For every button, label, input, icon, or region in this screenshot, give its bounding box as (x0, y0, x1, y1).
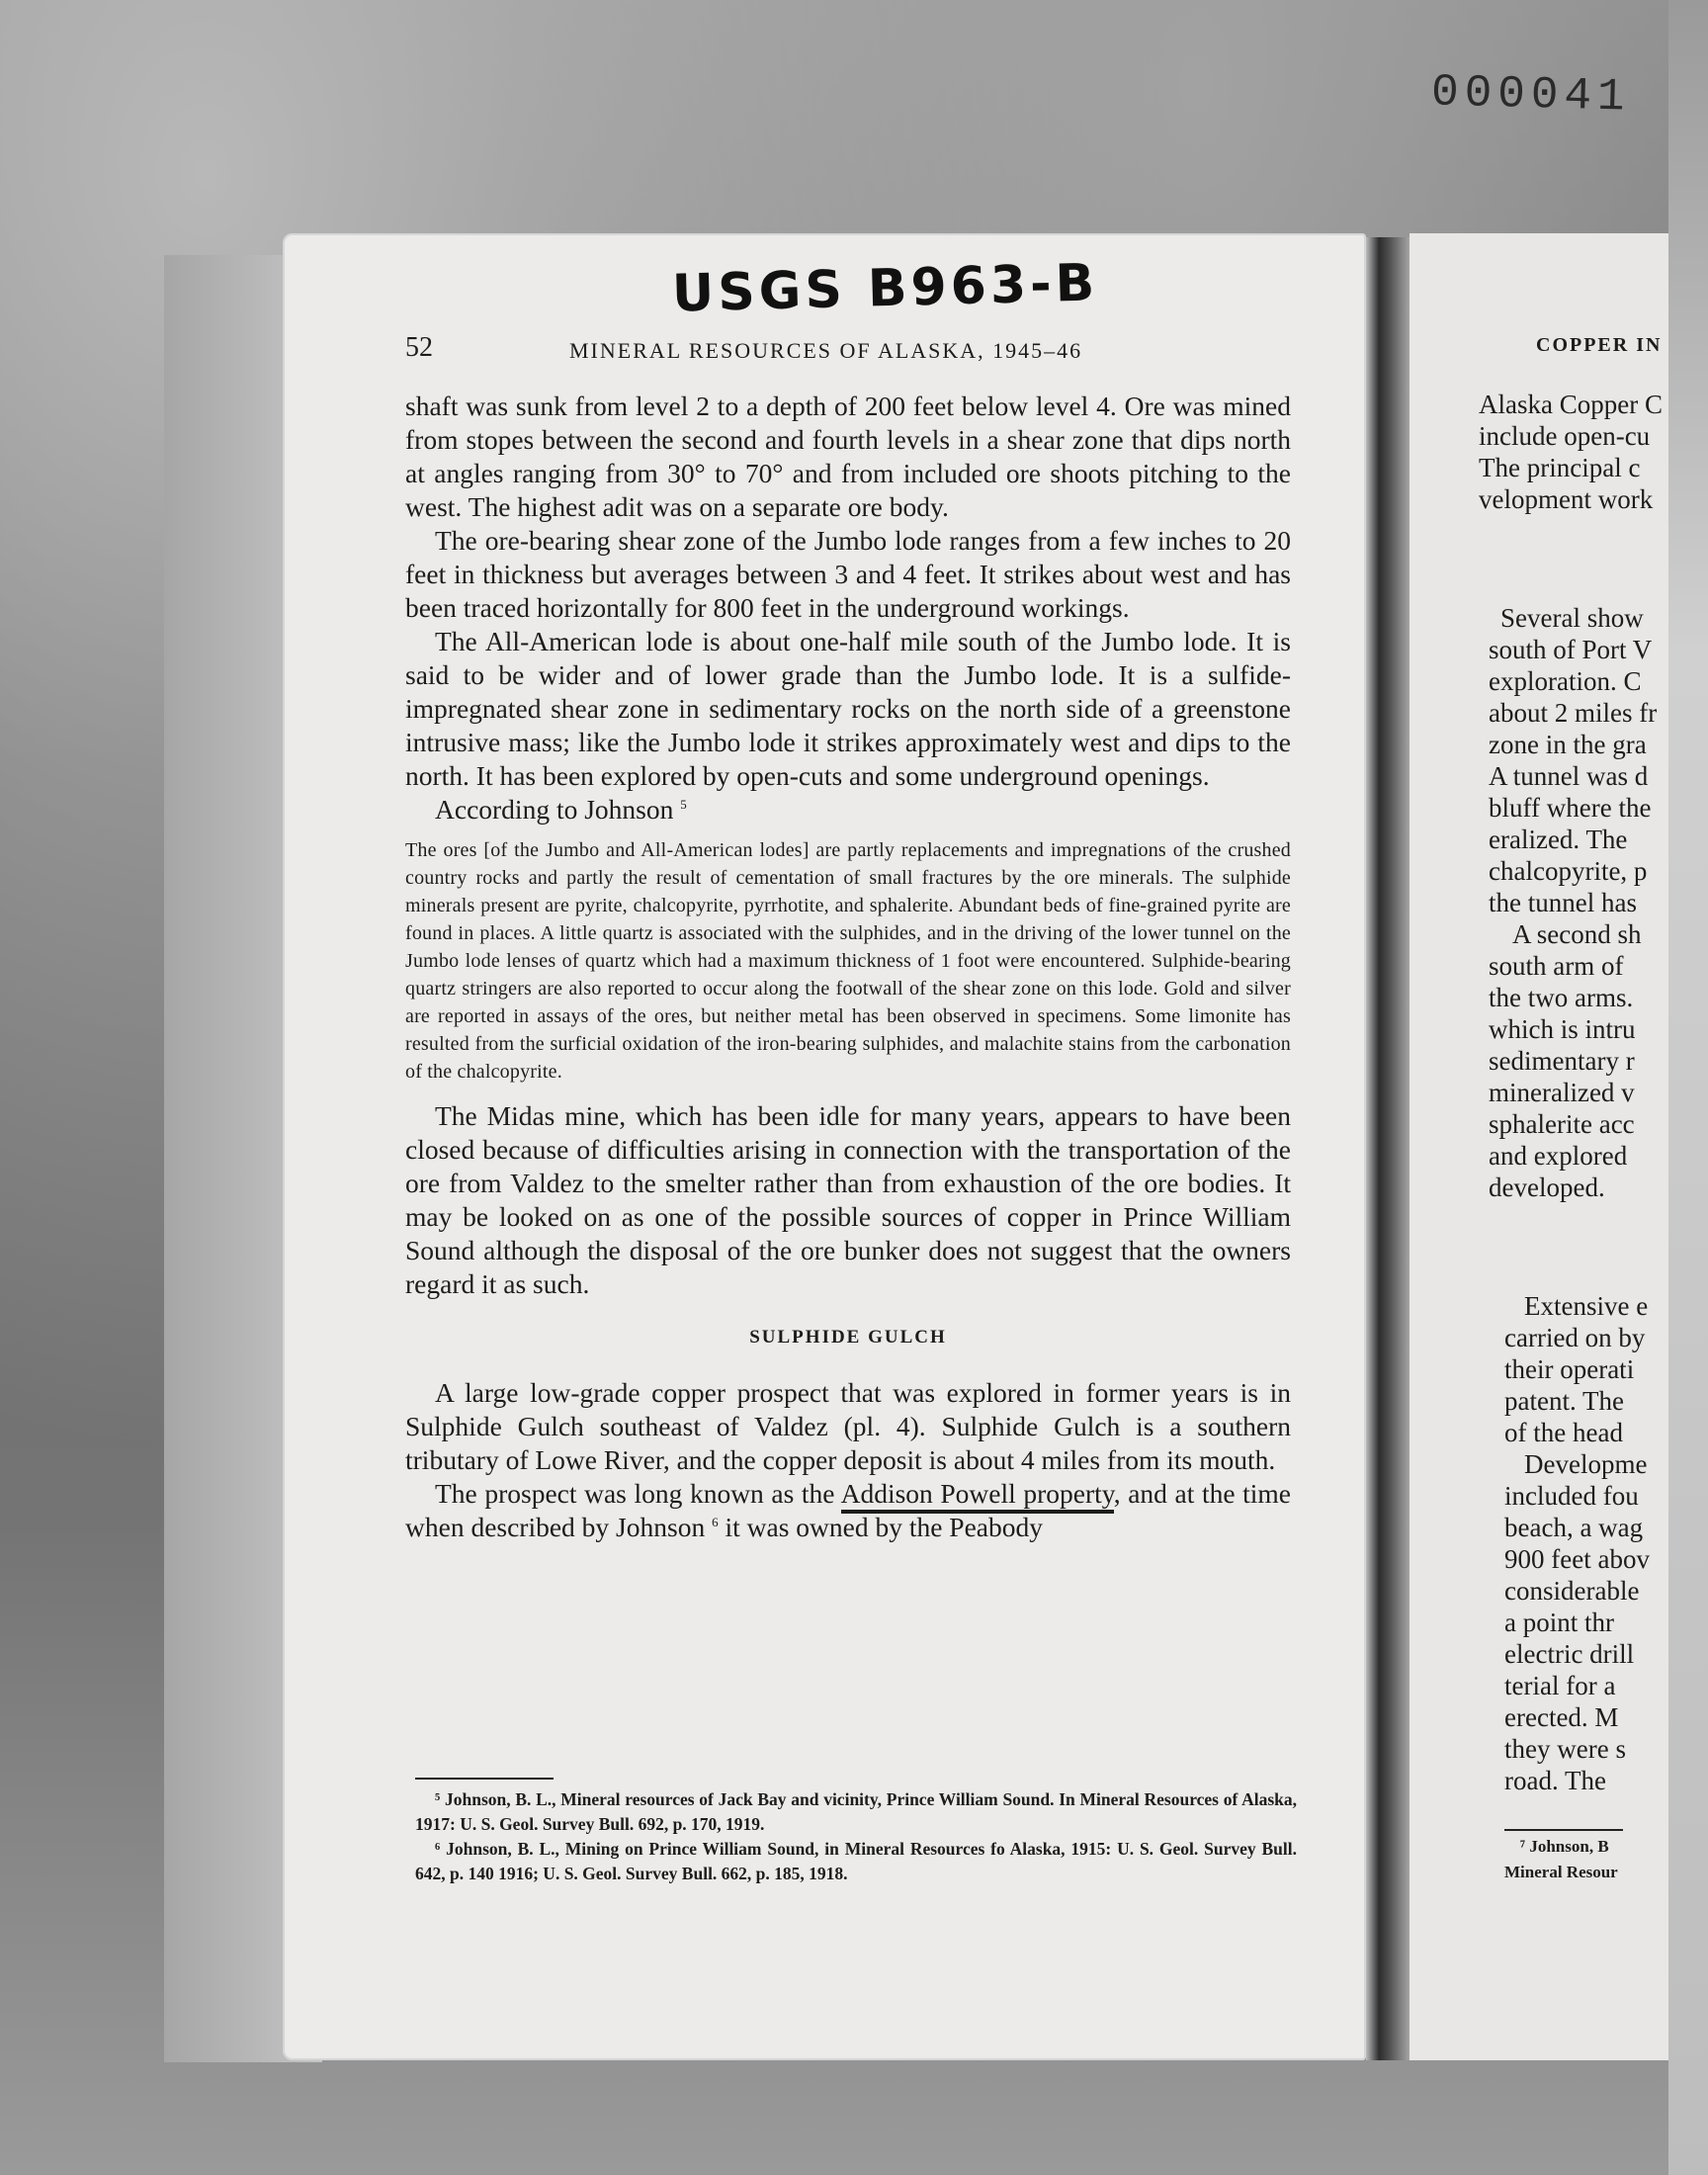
right-page-line: A second sh (1512, 919, 1642, 949)
right-page-line: erected. M (1504, 1702, 1619, 1732)
right-page-line: mineralized v (1489, 1078, 1635, 1107)
right-page-line: the tunnel has (1489, 888, 1637, 917)
right-page-footnote: Mineral Resour (1504, 1863, 1618, 1881)
scan-edge (1668, 0, 1708, 2175)
right-page (1409, 233, 1668, 2060)
right-page-line: terial for a (1504, 1671, 1616, 1700)
paragraph (405, 1477, 1291, 1544)
right-page-line: beach, a wag (1504, 1513, 1644, 1542)
left-page-body (405, 390, 1291, 1544)
page-number: 52 (405, 332, 433, 363)
right-page-line: include open-cu (1479, 421, 1651, 451)
quote-intro-text: According to Johnson (435, 794, 674, 825)
right-page-line: patent. The (1504, 1386, 1624, 1416)
right-page-line: Developme (1524, 1449, 1648, 1479)
right-page-line: A tunnel was d (1489, 761, 1649, 791)
book-gutter (1366, 237, 1409, 2060)
paragraph-text: The prospect was long known as the (435, 1478, 835, 1509)
paragraph: The ore-bearing shear zone of the Jumbo lode ranges from a few inches to 20 feet in thickness but averages between 3 and 4 feet. It strikes about west and has been traced horizontally for 800 feet in the underground workings. (405, 525, 1291, 623)
right-page-line: considerable (1504, 1576, 1640, 1606)
paragraph: The Midas mine, which has been idle for many years, appears to have been closed because of difficulties arising in connection with the transportation of the ore from Valdez to the smelter rather than from exhaustion of the ore bodies. It may be looked on as one of the possible sources of copper in Prince William Sound although the disposal of the ore bunker does not suggest that the owners regard it as such. (405, 1100, 1291, 1299)
right-page-line: sedimentary r (1489, 1046, 1635, 1076)
right-page-line: Extensive e (1524, 1291, 1649, 1321)
right-page-line: bluff where the (1489, 793, 1652, 823)
paragraph: A large low-grade copper prospect that was explored in former years is in Sulphide Gulch southeast of Valdez (pl. 4). Sulphide Gulch is a southern tributary of Lowe River, and the copper deposit is about 4 miles from its mouth. (405, 1377, 1291, 1475)
section-heading: SULPHIDE GULCH (749, 1327, 947, 1348)
paragraph-text: , and at the time when described by Johnson (405, 1478, 1292, 1542)
footnotes (415, 1787, 1297, 1886)
right-page-line: the two arms. (1489, 983, 1634, 1012)
right-page-line: The principal c (1479, 453, 1641, 482)
block-quote: The ores [of the Jumbo and All-American lodes] are partly replacements and impregnations of the crushed country rocks and partly the result of cementation of small fractures by the ore minerals. The sulphide minerals present are pyrite, chalcopyrite, pyrrhotite, and sphalerite. Abundant beds of fine-grained pyrite are found in places. A little quartz is associated with the sulphides, and in the driving of the lower tunnel on the Jumbo lode lenses of quartz which had a maximum thickness of 1 foot were encountered. Sulphide-bearing quartz stringers are also reported to occur along the footwall of the shear zone on this lode. Gold and silver are reported in assays of the ores, but neither metal has been observed in specimens. Some limonite has resulted from the surficial oxidation of the iron-bearing sulphides, and malachite stains from the carbonation of the chalcopyrite. (405, 839, 1291, 1083)
right-page-line: electric drill (1504, 1639, 1635, 1669)
right-page-line: they were s (1504, 1734, 1626, 1764)
archive-stamp-number: 000041 (1430, 66, 1632, 124)
footnote-marker: 6 (712, 1514, 719, 1529)
footnote: ⁶ Johnson, B. L., Mining on Prince William Sound, in Mineral Resources fo Alaska, 1915: U. S. Geol. Survey Bull. 642, p. 140 1916; U. S. Geol. Survey Bull. 662, p. 185, 1918. (415, 1839, 1297, 1883)
right-page-line: about 2 miles fr (1489, 698, 1658, 728)
right-page-line: a point thr (1504, 1608, 1614, 1637)
footnote-rule (415, 1778, 554, 1780)
handwritten-label: USGS B963-B (671, 253, 1100, 324)
footnote-marker: 5 (680, 796, 687, 812)
right-page-line: exploration. C (1489, 666, 1642, 696)
right-page-line: south of Port V (1489, 635, 1653, 664)
right-page-line: Alaska Copper C (1479, 390, 1663, 419)
right-page-line: eralized. The (1489, 825, 1628, 854)
right-page-line: road. The (1504, 1766, 1606, 1795)
right-page-line: south arm of (1489, 951, 1624, 981)
right-page-footnote: ⁷ Johnson, B (1520, 1837, 1609, 1856)
right-page-line: and explored (1489, 1141, 1628, 1171)
right-footnote-rule (1504, 1829, 1623, 1831)
underlined-property-name: Addison Powell property (841, 1478, 1114, 1514)
right-page-line: 900 feet abov (1504, 1544, 1650, 1574)
footnote: ⁵ Johnson, B. L., Mineral resources of Jack Bay and vicinity, Prince William Sound. In Mineral Resources of Alaska, 1917: U. S. Geol. Survey Bull. 692, p. 170, 1919. (415, 1789, 1297, 1834)
right-page-line: of the head (1504, 1418, 1623, 1447)
right-page-line: zone in the gra (1489, 730, 1647, 759)
right-page-line: velopment work (1479, 484, 1654, 514)
right-page-line: carried on by (1504, 1323, 1646, 1352)
right-page-line: Several show (1500, 603, 1644, 633)
quote-intro (405, 793, 1291, 826)
right-page-line: chalcopyrite, p (1489, 856, 1648, 886)
paragraph: The All-American lode is about one-half mile south of the Jumbo lode. It is said to be wider and of lower grade than the Jumbo lode. It is a sulfide-impregnated shear zone in sedimentary rocks on the north side of a greenstone intrusive mass; like the Jumbo lode it strikes approximately west and dips to the north. It has been explored by open-cuts and some underground openings. (405, 626, 1291, 791)
right-page-line: their operati (1504, 1354, 1635, 1384)
right-running-head: COPPER IN (1536, 334, 1663, 356)
paragraph-text: it was owned by the Peabody (725, 1512, 1044, 1542)
right-page-line: included fou (1504, 1481, 1639, 1511)
running-head: MINERAL RESOURCES OF ALASKA, 1945–46 (569, 338, 1083, 363)
paragraph: shaft was sunk from level 2 to a depth of 200 feet below level 4. Ore was mined from stopes between the second and fourth levels in a shear zone that dips north at angles ranging from 30° to 70° and from included ore shoots pitching to the west. The highest adit was on a separate ore body. (405, 391, 1291, 522)
right-page-line: developed. (1489, 1173, 1605, 1202)
right-page-line: which is intru (1489, 1014, 1636, 1044)
right-page-line: sphalerite acc (1489, 1109, 1635, 1139)
